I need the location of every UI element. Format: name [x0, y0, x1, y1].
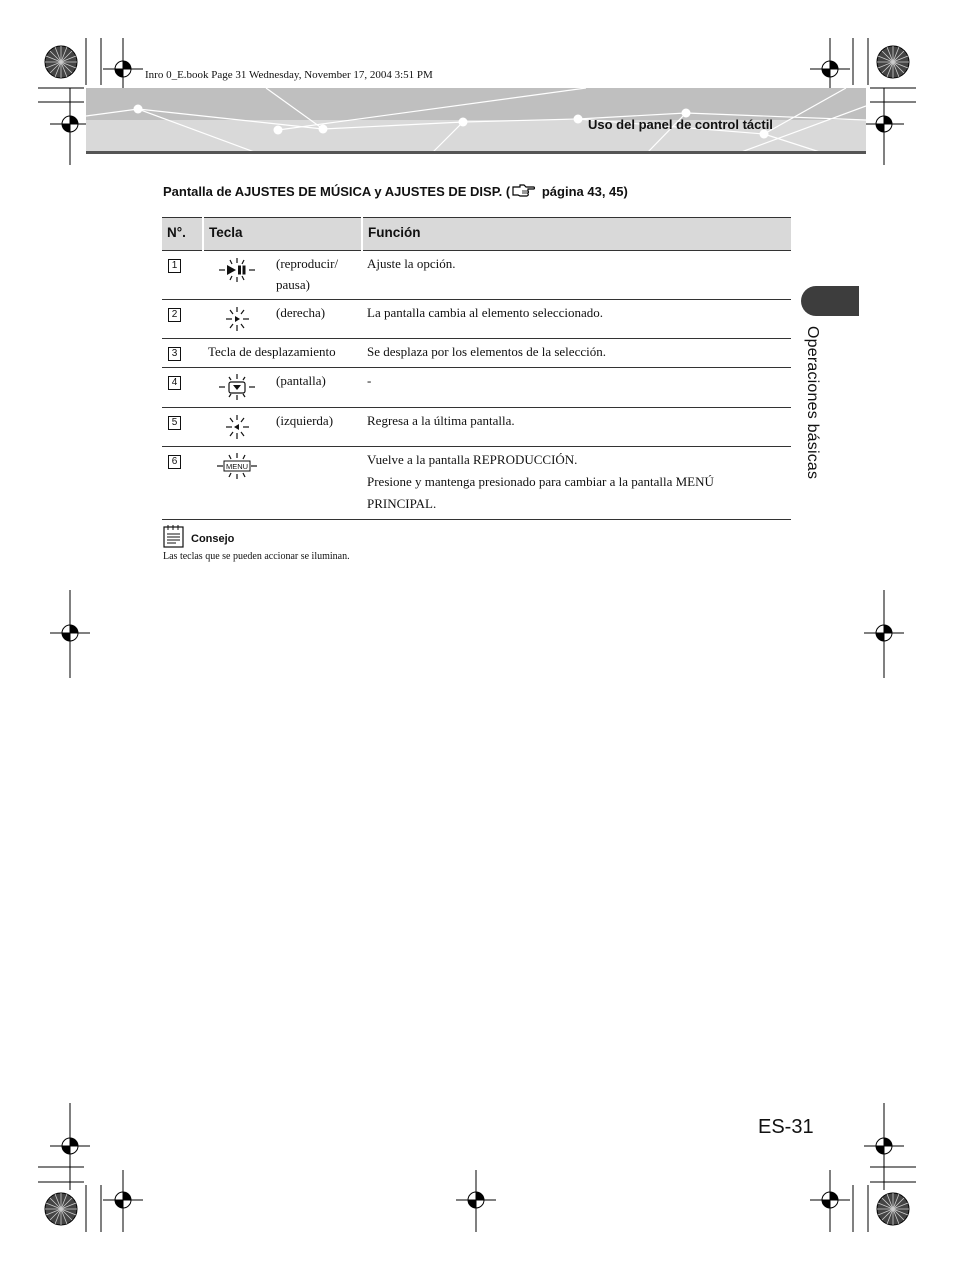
key-label: (pantalla)	[276, 373, 326, 388]
right-key-icon	[216, 304, 258, 334]
key-label: (reproducir/ pausa)	[276, 256, 339, 292]
row-number: 4	[168, 376, 181, 390]
function-text: Ajuste la opción.	[362, 251, 791, 300]
menu-icon-label: MENU	[225, 462, 249, 471]
key-label: (derecha)	[276, 305, 326, 320]
table-row	[162, 368, 791, 408]
heading-text: Pantalla de AJUSTES DE MÚSICA y AJUSTES DE DISP. (	[163, 184, 511, 199]
menu-key-icon	[216, 451, 258, 481]
function-text: La pantalla cambia al elemento seleccionado.	[362, 300, 791, 339]
book-file-info: Inro 0_E.book Page 31 Wednesday, November 17, 2004 3:51 PM	[145, 69, 433, 81]
table-row	[162, 447, 791, 520]
play-pause-key-icon	[216, 255, 258, 285]
page-number: ES-31	[758, 1116, 814, 1138]
row-number: 1	[168, 259, 181, 273]
chapter-tab	[801, 286, 859, 316]
heading-page-ref: página 43, 45)	[538, 184, 628, 199]
tip-title: Consejo	[191, 533, 235, 545]
header-title: Uso del panel de control táctil	[588, 117, 773, 132]
left-key-icon	[216, 412, 258, 442]
tip-text: Las teclas que se pueden accionar se iluminan.	[163, 551, 350, 562]
key-label: Tecla de desplazamiento	[203, 339, 362, 368]
notepad-icon	[162, 523, 186, 549]
row-number: 2	[168, 308, 181, 322]
table-row	[162, 251, 791, 300]
table-row	[162, 300, 791, 339]
key-function-table	[162, 217, 791, 520]
chapter-label: Operaciones básicas	[804, 326, 821, 480]
column-header-number: N°.	[162, 218, 203, 251]
table-row	[162, 408, 791, 447]
pointing-hand-icon	[512, 184, 536, 198]
function-text: -	[362, 368, 791, 408]
section-heading	[163, 184, 628, 199]
function-text: Regresa a la última pantalla.	[362, 408, 791, 447]
table-header-row	[162, 218, 791, 251]
column-header-function: Función	[362, 218, 791, 251]
column-header-key: Tecla	[203, 218, 362, 251]
row-number: 6	[168, 455, 181, 469]
row-number: 5	[168, 416, 181, 430]
function-text: Vuelve a la pantalla REPRODUCCIÓN.	[367, 452, 578, 467]
row-number: 3	[168, 347, 181, 361]
display-key-icon	[216, 372, 258, 402]
table-row	[162, 339, 791, 368]
function-text: Presione y mantenga presionado para cambiar a la pantalla MENÚ PRINCIPAL.	[367, 474, 714, 511]
key-label: (izquierda)	[276, 413, 334, 428]
function-text: Se desplaza por los elementos de la selección.	[362, 339, 791, 368]
